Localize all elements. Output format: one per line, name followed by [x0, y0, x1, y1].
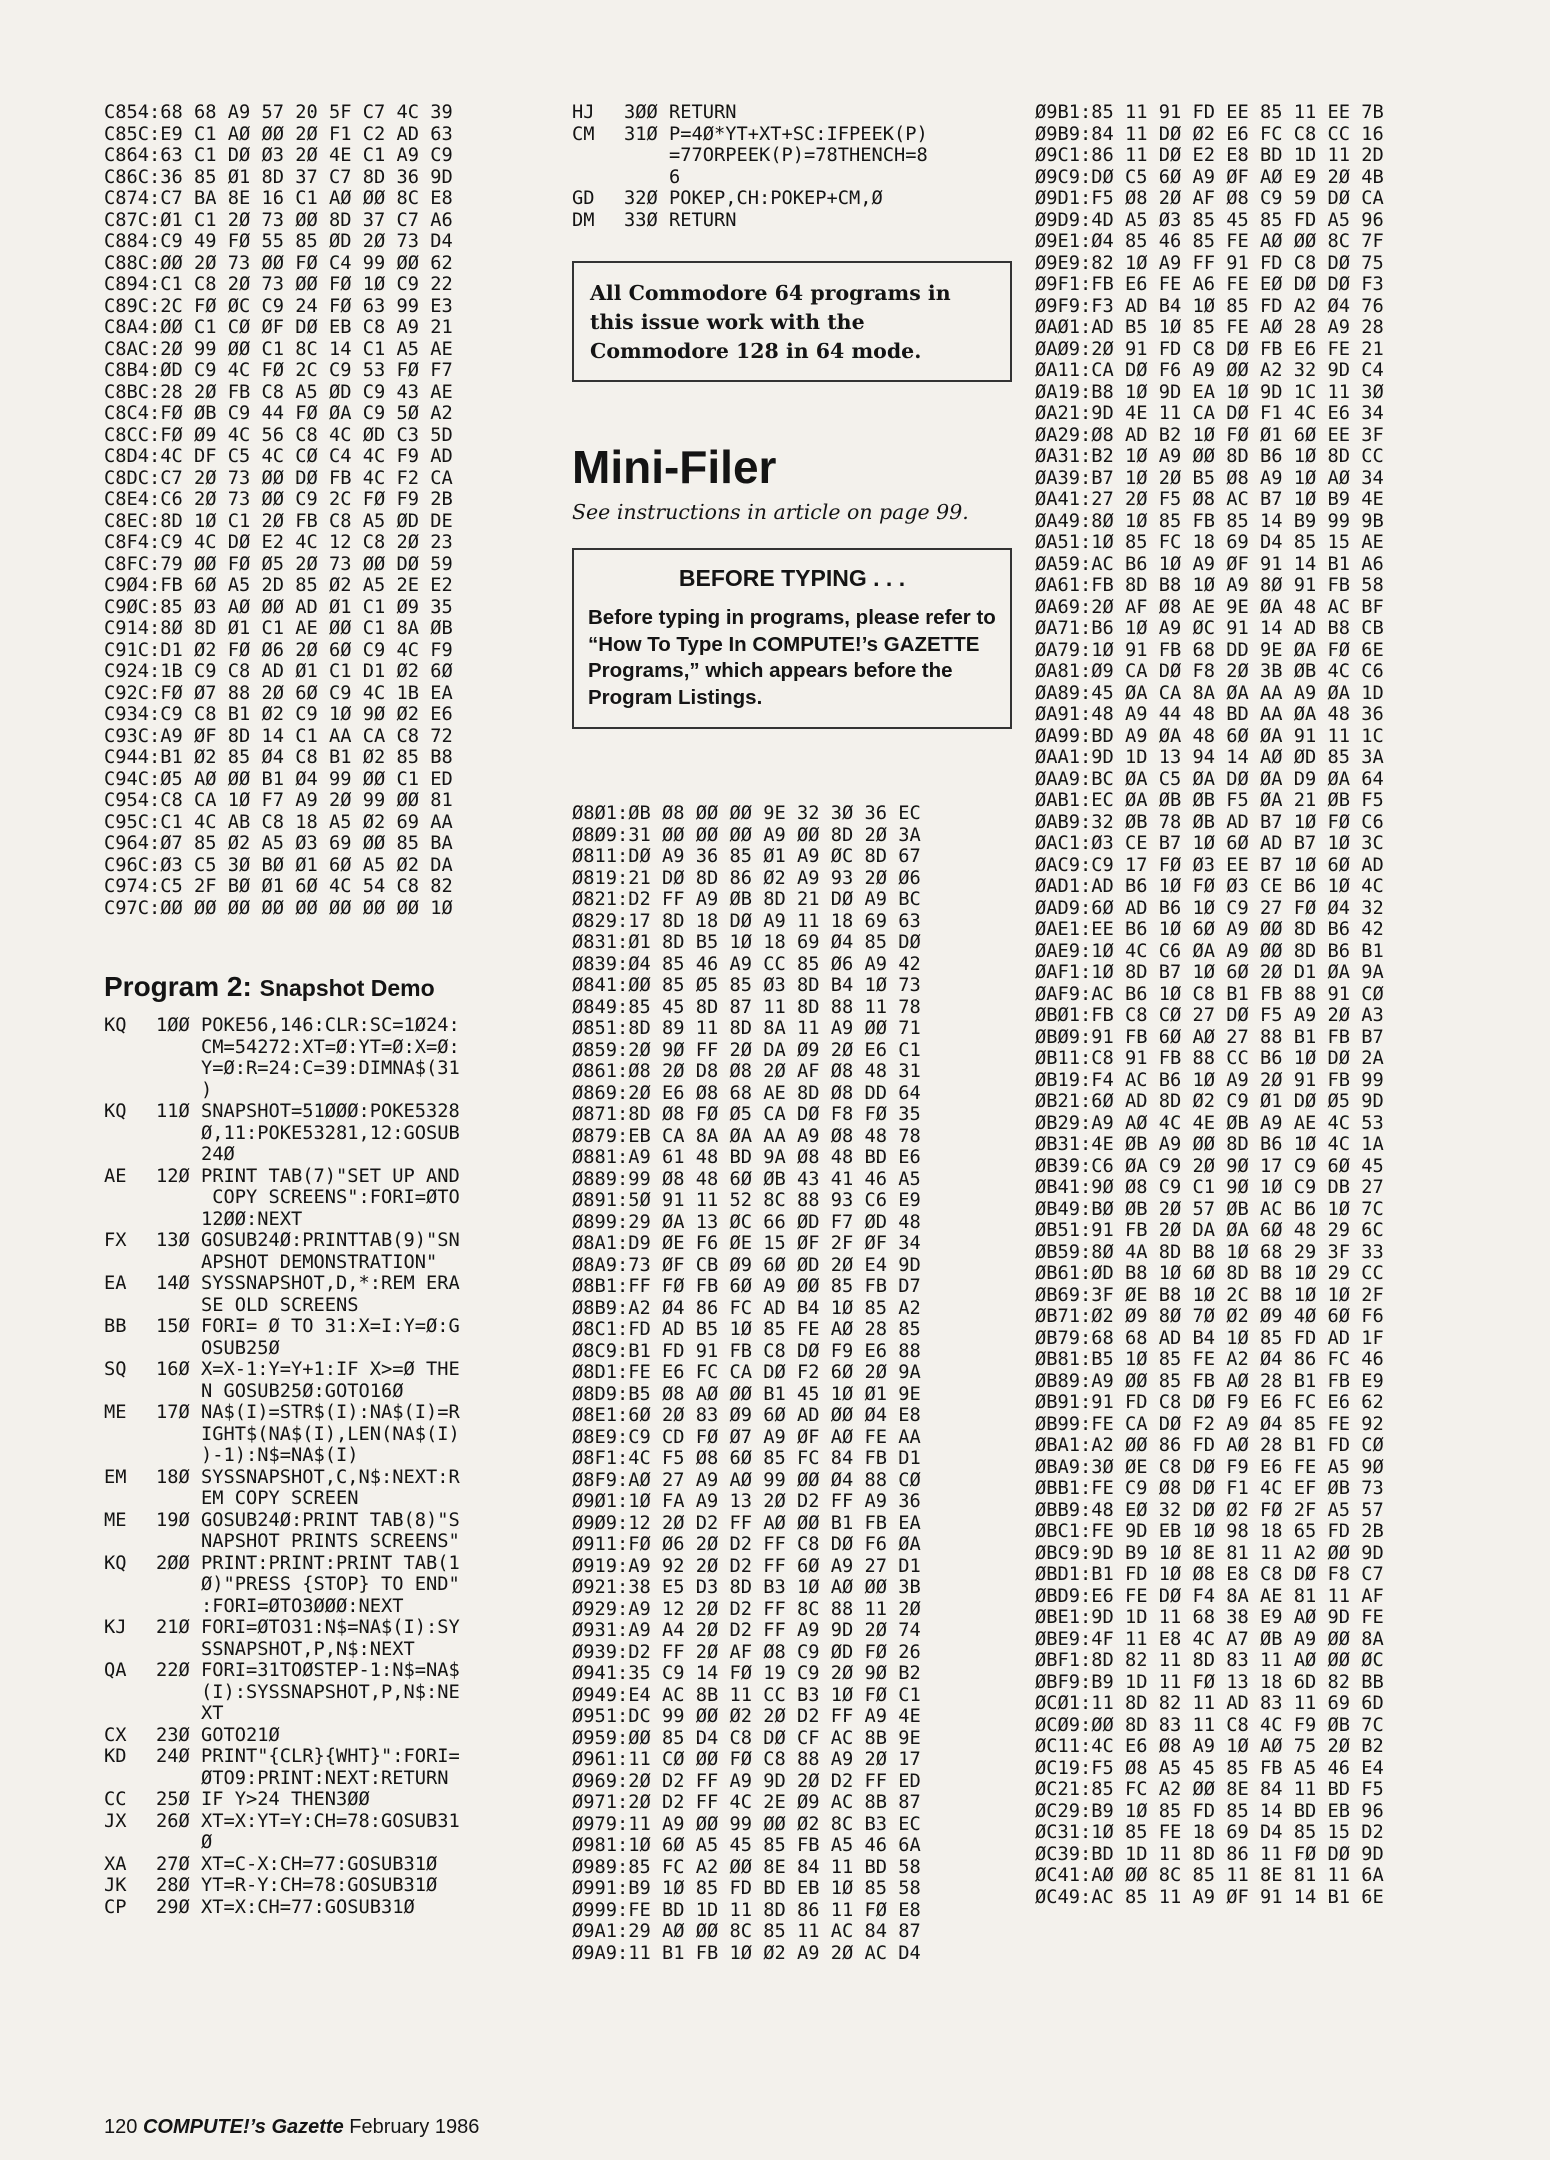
- program-line: [104, 1467, 460, 1510]
- program-line: [104, 1316, 460, 1359]
- basic-statement: 26Ø XT=X:YT=Y:CH=78:GOSUB31 Ø: [156, 1810, 460, 1853]
- program-line: [104, 1230, 460, 1273]
- issue-date: February 1986: [349, 2116, 480, 2138]
- basic-statement: 25Ø IF Y>24 THEN3ØØ: [156, 1789, 370, 1810]
- checksum-code: ME: [104, 1509, 127, 1531]
- program-2-heading: [104, 971, 544, 1003]
- basic-statement: 13Ø GOSUB24Ø:PRINTTAB(9)"SN APSHOT DEMONSTRATION": [156, 1230, 460, 1273]
- instructions-text: See instructions in article on page 99.: [572, 500, 969, 524]
- program-line: [104, 1854, 460, 1876]
- column-middle: [572, 102, 1012, 1964]
- basic-statement: 28Ø YT=R-Y:CH=78:GOSUB31Ø: [156, 1875, 438, 1896]
- before-typing-heading: BEFORE TYPING . . .: [678, 565, 906, 591]
- program-line: [572, 188, 928, 210]
- before-typing-box: [572, 548, 1012, 729]
- basic-statement: 18Ø SYSSNAPSHOT,C,N$:NEXT:R EM COPY SCREEN: [156, 1466, 460, 1509]
- checksum-code: EM: [104, 1466, 127, 1488]
- program-line: [104, 1015, 460, 1101]
- program-line: [104, 1811, 460, 1854]
- program-line: [104, 1166, 460, 1231]
- magazine-name: COMPUTE!’s Gazette: [142, 2116, 344, 2138]
- program-line: [104, 1897, 460, 1919]
- checksum-code: GD: [572, 188, 595, 209]
- basic-statement: 22Ø FORI=31TOØSTEP-1:N$=NA$ (I):SYSSNAPSHOT,P,N$:NE XT: [156, 1660, 460, 1724]
- basic-statement: 12Ø PRINT TAB(7)"SET UP AND COPY SCREENS":FORI=ØTO 12ØØ:NEXT: [156, 1165, 460, 1230]
- basic-statement: 14Ø SYSSNAPSHOT,D,*:REM ERA SE OLD SCREENS: [156, 1273, 460, 1316]
- basic-statement: 2ØØ PRINT:PRINT:PRINT TAB(1 Ø)"PRESS {STOP} TO END" :FORI=ØTO3ØØØ:NEXT: [156, 1552, 460, 1617]
- checksum-code: KQ: [104, 1015, 127, 1036]
- program-line: [572, 210, 928, 232]
- checksum-code: CX: [104, 1724, 127, 1746]
- program-2-subheading: Snapshot Demo: [259, 975, 435, 1001]
- checksum-code: ME: [104, 1402, 127, 1423]
- program-line: [104, 1510, 460, 1553]
- basic-listing-snapshot-demo: [104, 1015, 460, 1918]
- machine-language-listing-b: Ø8Ø1:ØB Ø8 ØØ ØØ 9E 32 3Ø 36 EC Ø8Ø9:31 ØØ ØØ ØØ A9 ØØ 8D 2Ø 3A Ø811:DØ A9 36 85 Ø1 A9 ØC 8D 67 Ø819:21 DØ 8D 86 Ø2 A9 93 2Ø Ø6 Ø821:D2 FF A9 ØB 8D 21 DØ A9 BC Ø829:17 8D 18 DØ A9 11 18 69 63 Ø831:Ø1 8D B5 1Ø 18 69 Ø4 85 DØ Ø839:Ø4 85 46 A9 CC 85 Ø6 A9 42 Ø841:ØØ 85 Ø5 85 Ø3 8D B4 1Ø 73 Ø849:85 45 8D 87 11 8D 88 11 78 Ø851:8D 89 11 8D 8A 11 A9 ØØ 71 Ø859:2Ø 9Ø FF 2Ø DA Ø9 2Ø E6 C1 Ø861:Ø8 2Ø D8 Ø8 2Ø AF Ø8 48 31 Ø869:2Ø E6 Ø8 68 AE 8D Ø8 DD 64 Ø871:8D Ø8 FØ Ø5 CA DØ F8 FØ 35 Ø879:EB CA 8A ØA AA A9 Ø8 48 78 Ø881:A9 61 48 BD 9A Ø8 48 BD E6 Ø889:99 Ø8 48 6Ø ØB 43 41 46 A5 Ø891:5Ø 91 11 52 8C 88 93 C6 E9 Ø899:29 ØA 13 ØC 66 ØD F7 ØD 48 Ø8A1:D9 ØE F6 ØE 15 ØF 2F ØF 34 Ø8A9:73 ØF CB Ø9 6Ø ØD 2Ø E4 9D Ø8B1:FF FØ FB 6Ø A9 ØØ 85 FB D7 Ø8B9:A2 Ø4 86 FC AD B4 1Ø 85 A2 Ø8C1:FD AD B5 1Ø 85 FE AØ 28 85 Ø8C9:B1 FD 91 FB C8 DØ F9 E6 88 Ø8D1:FE E6 FC CA DØ F2 6Ø 2Ø 9A Ø8D9:B5 Ø8 AØ ØØ B1 45 1Ø Ø1 9E Ø8E1:6Ø 2Ø 83 Ø9 6Ø AD ØØ Ø4 E8 Ø8E9:C9 CD FØ Ø7 A9 ØF AØ FE AA Ø8F1:4C F5 Ø8 6Ø 85 FC 84 FB D1 Ø8F9:AØ 27 A9 AØ 99 ØØ Ø4 88 CØ Ø9Ø1:1Ø FA A9 13 2Ø D2 FF A9 36 Ø9Ø9:12 2Ø D2 FF AØ ØØ B1 FB EA Ø911:FØ Ø6 2Ø D2 FF C8 DØ F6 ØA Ø919:A9 92 2Ø D2 FF 6Ø A9 27 D1 Ø921:38 E5 D3 8D B3 1Ø AØ ØØ 3B Ø929:A9 12 2Ø D2 FF 8C 88 11 2Ø Ø931:A9 A4 2Ø D2 FF A9 9D 2Ø 74 Ø939:D2 FF 2Ø AF Ø8 C9 ØD FØ 26 Ø941:35 C9 14 FØ 19 C9 2Ø 9Ø B2 Ø949:E4 AC 8B 11 CC B3 1Ø FØ C1 Ø951:DC 99 ØØ Ø2 2Ø D2 FF A9 4E Ø959:ØØ 85 D4 C8 DØ CF AC 8B 9E Ø961:11 CØ ØØ FØ C8 88 A9 2Ø 17 Ø969:2Ø D2 FF A9 9D 2Ø D2 FF ED Ø971:2Ø D2 FF 4C 2E Ø9 AC 8B 87 Ø979:11 A9 ØØ 99 ØØ Ø2 8C B3 EC Ø981:1Ø 6Ø A5 45 85 FB A5 46 6A Ø989:85 FC A2 ØØ 8E 84 11 BD 58 Ø991:B9 1Ø 85 FD BD EB 1Ø 85 58 Ø999:FE BD 1D 11 8D 86 11 FØ E8 Ø9A1:29 AØ ØØ 8C 85 11 AC 84 87 Ø9A9:11 B1 FB 1Ø Ø2 A9 2Ø AC D4: [572, 803, 921, 1964]
- page-footer: [104, 2116, 479, 2139]
- checksum-code: JK: [104, 1875, 127, 1896]
- checksum-code: HJ: [572, 102, 595, 123]
- basic-statement: 1ØØ POKE56,146:CLR:SC=1Ø24: CM=54272:XT=Ø:YT=Ø:X=Ø: Y=Ø:R=24:C=39:DIMNA$(31 ): [156, 1015, 460, 1101]
- checksum-code: BB: [104, 1316, 127, 1337]
- before-typing-text: Before typing in programs, please refer to “How To Type In COMPUTE!’s GAZETTE Programs,” which appears before the Program Listings.: [588, 606, 996, 709]
- checksum-code: CM: [572, 123, 595, 145]
- program-line: [104, 1725, 460, 1747]
- page-number: 120: [104, 2116, 138, 2138]
- program-line: [104, 1273, 460, 1316]
- basic-statement: 3ØØ RETURN: [624, 102, 737, 123]
- basic-statement: 17Ø NA$(I)=STR$(I):NA$(I)=R IGHT$(NA$(I),LEN(NA$(I) )-1):N$=NA$(I): [156, 1402, 460, 1466]
- checksum-code: EA: [104, 1273, 127, 1294]
- program-line: [104, 1553, 460, 1618]
- program-line: [104, 1402, 460, 1467]
- machine-language-listing-c: Ø9B1:85 11 91 FD EE 85 11 EE 7B Ø9B9:84 11 DØ Ø2 E6 FC C8 CC 16 Ø9C1:86 11 DØ E2 E8 BD 1D 11 2D Ø9C9:DØ C5 6Ø A9 ØF AØ E9 2Ø 4B Ø9D1:F5 Ø8 2Ø AF Ø8 C9 59 DØ CA Ø9D9:4D A5 Ø3 85 45 85 FD A5 96 Ø9E1:Ø4 85 46 85 FE AØ ØØ 8C 7F Ø9E9:82 1Ø A9 FF 91 FD C8 DØ 75 Ø9F1:FB E6 FE A6 FE EØ DØ DØ F3 Ø9F9:F3 AD B4 1Ø 85 FD A2 Ø4 76 ØAØ1:AD B5 1Ø 85 FE AØ 28 A9 28 ØAØ9:2Ø 91 FD C8 DØ FB E6 FE 21 ØA11:CA DØ F6 A9 ØØ A2 32 9D C4 ØA19:B8 1Ø 9D EA 1Ø 9D 1C 11 3Ø ØA21:9D 4E 11 CA DØ F1 4C E6 34 ØA29:Ø8 AD B2 1Ø FØ Ø1 6Ø EE 3F ØA31:B2 1Ø A9 ØØ 8D B6 1Ø 8D CC ØA39:B7 1Ø 2Ø B5 Ø8 A9 1Ø AØ 34 ØA41:27 2Ø F5 Ø8 AC B7 1Ø B9 4E ØA49:8Ø 1Ø 85 FB 85 14 B9 99 9B ØA51:1Ø 85 FC 18 69 D4 85 15 AE ØA59:AC B6 1Ø A9 ØF 91 14 B1 A6 ØA61:FB 8D B8 1Ø A9 8Ø 91 FB 58 ØA69:2Ø AF Ø8 AE 9E ØA 48 AC BF ØA71:B6 1Ø A9 ØC 91 14 AD B8 CB ØA79:1Ø 91 FB 68 DD 9E ØA FØ 6E ØA81:Ø9 CA DØ F8 2Ø 3B ØB 4C C6 ØA89:45 ØA CA 8A ØA AA A9 ØA 1D ØA91:48 A9 44 48 BD AA ØA 48 36 ØA99:BD A9 ØA 48 6Ø ØA 91 11 1C ØAA1:9D 1D 13 94 14 AØ ØD 85 3A ØAA9:BC ØA C5 ØA DØ ØA D9 ØA 64 ØAB1:EC ØA ØB ØB F5 ØA 21 ØB F5 ØAB9:32 ØB 78 ØB AD B7 1Ø FØ C6 ØAC1:Ø3 CE B7 1Ø 6Ø AD B7 1Ø 3C ØAC9:C9 17 FØ Ø3 EE B7 1Ø 6Ø AD ØAD1:AD B6 1Ø FØ Ø3 CE B6 1Ø 4C ØAD9:6Ø AD B6 1Ø C9 27 FØ Ø4 32 ØAE1:EE B6 1Ø 6Ø A9 ØØ 8D B6 42 ØAE9:1Ø 4C C6 ØA A9 ØØ 8D B6 B1 ØAF1:1Ø 8D B7 1Ø 6Ø 2Ø D1 ØA 9A ØAF9:AC B6 1Ø C8 B1 FB 88 91 CØ ØBØ1:FB C8 CØ 27 DØ F5 A9 2Ø A3 ØBØ9:91 FB 6Ø AØ 27 88 B1 FB B7 ØB11:C8 91 FB 88 CC B6 1Ø DØ 2A ØB19:F4 AC B6 1Ø A9 2Ø 91 FB 99 ØB21:6Ø AD 8D Ø2 C9 Ø1 DØ Ø5 9D ØB29:A9 AØ 4C 4E ØB A9 AE 4C 53 ØB31:4E ØB A9 ØØ 8D B6 1Ø 4C 1A ØB39:C6 ØA C9 2Ø 9Ø 17 C9 6Ø 45 ØB41:9Ø Ø8 C9 C1 9Ø 1Ø C9 DB 27 ØB49:BØ ØB 2Ø 57 ØB AC B6 1Ø 7C ØB51:91 FB 2Ø DA ØA 6Ø 48 29 6C ØB59:8Ø 4A 8D B8 1Ø 68 29 3F 33 ØB61:ØD B8 1Ø 6Ø 8D B8 1Ø 29 CC ØB69:3F ØE B8 1Ø 2C B8 1Ø 1Ø 2F ØB71:Ø2 Ø9 8Ø 7Ø Ø2 Ø9 4Ø 6Ø F6 ØB79:68 68 AD B4 1Ø 85 FD AD 1F ØB81:B5 1Ø 85 FE A2 Ø4 86 FC 46 ØB89:A9 ØØ 85 FB AØ 28 B1 FB E9 ØB91:91 FD C8 DØ F9 E6 FC E6 62 ØB99:FE CA DØ F2 A9 Ø4 85 FE 92 ØBA1:A2 ØØ 86 FD AØ 28 B1 FD CØ ØBA9:3Ø ØE C8 DØ F9 E6 FE A5 9Ø ØBB1:FE C9 Ø8 DØ F1 4C EF ØB 73 ØBB9:48 EØ 32 DØ Ø2 FØ 2F A5 57 ØBC1:FE 9D EB 1Ø 98 18 65 FD 2B ØBC9:9D B9 1Ø 8E 81 11 A2 ØØ 9D ØBD1:B1 FD 1Ø Ø8 E8 C8 DØ F8 C7 ØBD9:E6 FE DØ F4 8A AE 81 11 AF ØBE1:9D 1D 11 68 38 E9 AØ 9D FE ØBE9:4F 11 E8 4C A7 ØB A9 ØØ 8A ØBF1:8D 82 11 8D 83 11 AØ ØØ ØC ØBF9:B9 1D 11 FØ 13 18 6D 82 BB ØCØ1:11 8D 82 11 AD 83 11 69 6D ØCØ9:ØØ 8D 83 11 C8 4C F9 ØB 7C ØC11:4C E6 Ø8 A9 1Ø AØ 75 2Ø B2 ØC19:F5 Ø8 A5 45 85 FB A5 46 E4 ØC21:85 FC A2 ØØ 8E 84 11 BD F5 ØC29:B9 1Ø 85 FD 85 14 BD EB 96 ØC31:1Ø 85 FE 18 69 D4 85 15 D2 ØC39:BD 1D 11 8D 86 11 FØ DØ 9D ØC41:AØ ØØ 8C 85 11 8E 81 11 6A ØC49:AC 85 11 A9 ØF 91 14 B1 6E: [1035, 102, 1384, 1908]
- basic-statement: 31Ø P=4Ø*YT+XT+SC:IFPEEK(P) =77ORPEEK(P)=78THENCH=8 6: [624, 123, 928, 188]
- compatibility-note-text: All Commodore 64 programs in this issue work with the Commodore 128 in 64 mode.: [590, 281, 951, 363]
- checksum-code: DM: [572, 209, 595, 231]
- basic-statement: 27Ø XT=C-X:CH=77:GOSUB31Ø: [156, 1853, 438, 1875]
- checksum-code: KQ: [104, 1552, 127, 1574]
- checksum-code: QA: [104, 1660, 127, 1681]
- checksum-code: KD: [104, 1746, 127, 1767]
- checksum-code: KJ: [104, 1617, 127, 1638]
- program-line: [572, 102, 928, 124]
- basic-statement: 19Ø GOSUB24Ø:PRINT TAB(8)"S NAPSHOT PRINTS SCREENS": [156, 1509, 460, 1552]
- checksum-code: FX: [104, 1230, 127, 1251]
- basic-statement: 23Ø GOTO21Ø: [156, 1724, 280, 1746]
- checksum-code: CC: [104, 1789, 127, 1810]
- program-2-label: Program 2:: [104, 971, 252, 1002]
- basic-statement: 15Ø FORI= Ø TO 31:X=I:Y=Ø:G OSUB25Ø: [156, 1316, 460, 1359]
- program-line: [104, 1746, 460, 1789]
- compatibility-note-box: [572, 261, 1012, 382]
- basic-statement: 33Ø RETURN: [624, 209, 737, 231]
- program-line: [104, 1660, 460, 1725]
- column-left: [104, 102, 544, 1918]
- program-line: [104, 1789, 460, 1811]
- program-line: [104, 1101, 460, 1166]
- program-line: [104, 1617, 460, 1660]
- column-right: [1035, 102, 1535, 1908]
- checksum-code: KQ: [104, 1101, 127, 1122]
- machine-language-listing-a: C854:68 68 A9 57 20 5F C7 4C 39 C85C:E9 C1 AØ ØØ 2Ø F1 C2 AD 63 C864:63 C1 DØ Ø3 2Ø 4E C1 A9 C9 C86C:36 85 Ø1 8D 37 C7 8D 36 9D C874:C7 BA 8E 16 C1 AØ ØØ 8C E8 C87C:Ø1 C1 2Ø 73 ØØ 8D 37 C7 A6 C884:C9 49 FØ 55 85 ØD 2Ø 73 D4 C88C:ØØ 2Ø 73 ØØ FØ C4 99 ØØ 62 C894:C1 C8 2Ø 73 ØØ FØ 1Ø C9 22 C89C:2C FØ ØC C9 24 FØ 63 99 E3 C8A4:ØØ C1 CØ ØF DØ EB C8 A9 21 C8AC:2Ø 99 ØØ C1 8C 14 C1 A5 AE C8B4:ØD C9 4C FØ 2C C9 53 FØ F7 C8BC:28 2Ø FB C8 A5 ØD C9 43 AE C8C4:FØ ØB C9 44 FØ ØA C9 5Ø A2 C8CC:FØ Ø9 4C 56 C8 4C ØD C3 5D C8D4:4C DF C5 4C CØ C4 4C F9 AD C8DC:C7 2Ø 73 ØØ DØ FB 4C F2 CA C8E4:C6 2Ø 73 ØØ C9 2C FØ F9 2B C8EC:8D 1Ø C1 2Ø FB C8 A5 ØD DE C8F4:C9 4C DØ E2 4C 12 C8 2Ø 23 C8FC:79 ØØ FØ Ø5 2Ø 73 ØØ DØ 59 C9Ø4:FB 6Ø A5 2D 85 Ø2 A5 2E E2 C9ØC:85 Ø3 AØ ØØ AD Ø1 C1 Ø9 35 C914:8Ø 8D Ø1 C1 AE ØØ C1 8A ØB C91C:D1 Ø2 FØ Ø6 2Ø 6Ø C9 4C F9 C924:1B C9 C8 AD Ø1 C1 D1 Ø2 6Ø C92C:FØ Ø7 88 2Ø 6Ø C9 4C 1B EA C934:C9 C8 B1 Ø2 C9 1Ø 9Ø Ø2 E6 C93C:A9 ØF 8D 14 C1 AA CA C8 72 C944:B1 Ø2 85 Ø4 C8 B1 Ø2 85 B8 C94C:Ø5 AØ ØØ B1 Ø4 99 ØØ C1 ED C954:C8 CA 1Ø F7 A9 2Ø 99 ØØ 81 C95C:C1 4C AB C8 18 A5 Ø2 69 AA C964:Ø7 85 Ø2 A5 Ø3 69 ØØ 85 BA C96C:Ø3 C5 3Ø BØ Ø1 6Ø A5 Ø2 DA C974:C5 2F BØ Ø1 6Ø 4C 54 C8 82 C97C:ØØ ØØ ØØ ØØ ØØ ØØ ØØ ØØ 1Ø: [104, 102, 453, 919]
- article-title: Mini-Filer: [572, 441, 777, 493]
- basic-statement: 32Ø POKEP,CH:POKEP+CM,Ø: [624, 188, 883, 209]
- checksum-code: XA: [104, 1853, 127, 1875]
- basic-statement: 24Ø PRINT"{CLR}{WHT}":FORI= ØTO9:PRINT:NEXT:RETURN: [156, 1746, 460, 1789]
- program-line: [572, 124, 928, 189]
- basic-statement: 29Ø XT=X:CH=77:GOSUB31Ø: [156, 1896, 415, 1918]
- program-line: [104, 1875, 460, 1897]
- checksum-code: AE: [104, 1165, 127, 1187]
- program-line: [104, 1359, 460, 1402]
- basic-statement: 11Ø SNAPSHOT=51ØØØ:POKE5328 Ø,11:POKE53281,12:GOSUB 24Ø: [156, 1101, 460, 1165]
- basic-statement: 16Ø X=X-1:Y=Y+1:IF X>=Ø THE N GOSUB25Ø:GOTO16Ø: [156, 1359, 460, 1402]
- checksum-code: JX: [104, 1810, 127, 1832]
- basic-statement: 21Ø FORI=ØTO31:N$=NA$(I):SY SSNAPSHOT,P,N$:NEXT: [156, 1617, 460, 1660]
- checksum-code: SQ: [104, 1359, 127, 1380]
- basic-listing-continued: [572, 102, 928, 231]
- checksum-code: CP: [104, 1896, 127, 1918]
